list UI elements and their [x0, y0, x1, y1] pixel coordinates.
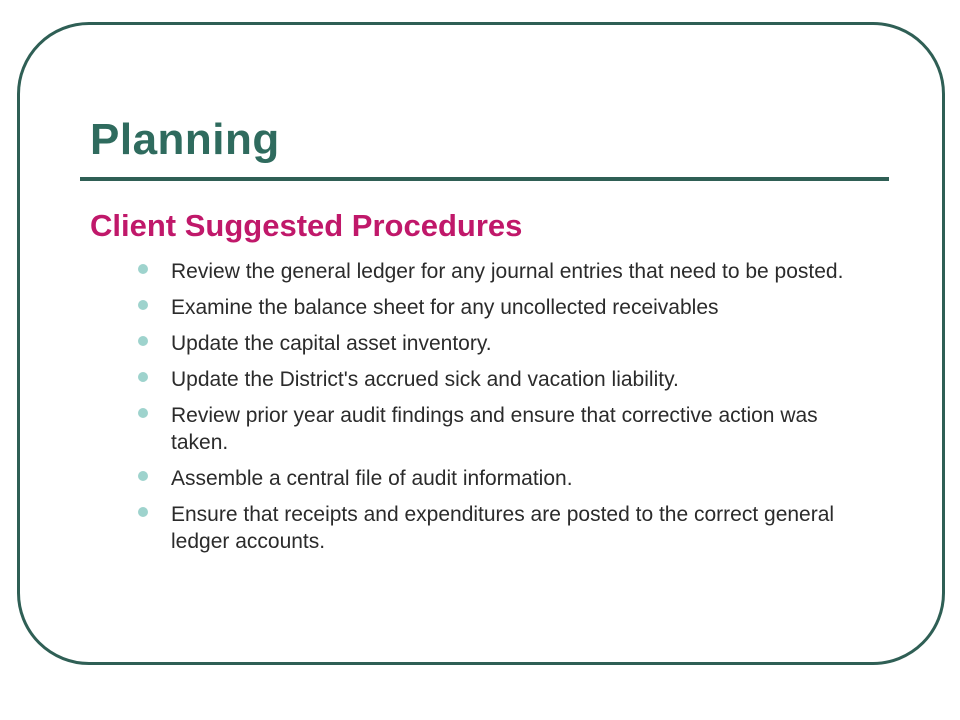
- bullet-item: [138, 258, 878, 285]
- bullet-text: Ensure that receipts and expenditures are posted to the correct general ledger accounts.: [171, 503, 835, 553]
- title-underline: [80, 177, 889, 181]
- bullet-item: [138, 330, 878, 357]
- bullet-dot-icon: [138, 372, 148, 382]
- bullet-dot-icon: [138, 408, 148, 418]
- bullet-dot-icon: [138, 264, 148, 274]
- bullet-dot-icon: [138, 507, 148, 517]
- bullet-dot-icon: [138, 471, 148, 481]
- bullet-text: Update the capital asset inventory.: [171, 332, 492, 355]
- bullet-text: Examine the balance sheet for any uncollected receivables: [171, 296, 719, 319]
- bullet-dot-icon: [138, 300, 148, 310]
- slide-title: Planning: [90, 115, 280, 164]
- bullet-text: Review the general ledger for any journal entries that need to be posted.: [171, 260, 844, 283]
- bullet-item: [138, 465, 878, 492]
- bullet-item: [138, 366, 878, 393]
- slide-subtitle: Client Suggested Procedures: [90, 208, 523, 243]
- bullet-item: [138, 402, 878, 456]
- bullet-dot-icon: [138, 336, 148, 346]
- bullet-list: [138, 258, 878, 564]
- bullet-text: Assemble a central file of audit information.: [171, 467, 573, 490]
- bullet-item: [138, 501, 878, 555]
- bullet-text: Review prior year audit findings and ensure that corrective action was taken.: [171, 404, 818, 454]
- bullet-item: [138, 294, 878, 321]
- bullet-text: Update the District's accrued sick and vacation liability.: [171, 368, 679, 391]
